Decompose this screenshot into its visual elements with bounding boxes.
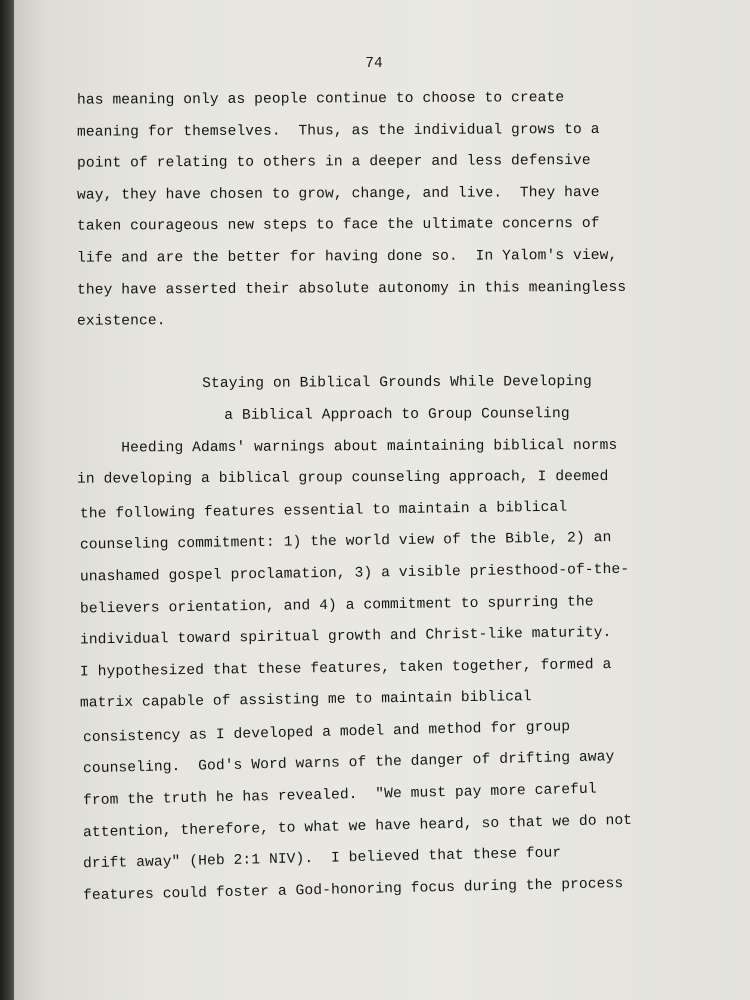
book-spine-shadow: [0, 0, 14, 1000]
text-line: from the truth he has revealed. "We must pay more careful: [82, 781, 597, 810]
text-line: I hypothesized that these features, taken together, formed a: [79, 656, 612, 681]
text-line: in developing a biblical group counseling approach, I deemed: [76, 469, 609, 488]
text-line: matrix capable of assisting me to maintain biblical: [79, 689, 532, 712]
document-page: [14, 0, 750, 1000]
text-line: meaning for themselves. Thus, as the individual grows to a: [76, 121, 600, 141]
text-line: unashamed gospel proclamation, 3) a visible priesthood-of-the-: [79, 561, 630, 586]
blank-line: [77, 337, 717, 369]
text-line: features could foster a God-honoring focus during the process: [82, 875, 624, 905]
text-line: they have asserted their absolute autonomy in this meaningless: [76, 279, 627, 299]
text-line: taken courageous new steps to face the ultimate concerns of: [76, 216, 600, 236]
text-line: Heeding Adams' warnings about maintaining biblical norms: [76, 437, 618, 457]
text-line: counseling. God's Word warns of the danger of drifting away: [82, 749, 615, 778]
body-text: [77, 84, 717, 905]
page-number: 74: [365, 56, 383, 72]
text-line: attention, therefore, to what we have heard, so that we do not: [82, 812, 633, 841]
text-line: life and are the better for having done so. In Yalom's view,: [76, 247, 618, 267]
text-line: consistency as I developed a model and method for group: [82, 719, 571, 747]
text-line: drift away" (Heb 2:1 NIV). I believed that these four: [82, 845, 562, 873]
text-line: counseling commitment: 1) the world view of the Bible, 2) an: [79, 530, 612, 554]
text-line: existence.: [76, 313, 166, 330]
text-line: has meaning only as people continue to choose to create: [76, 90, 565, 109]
text-line: the following features essential to maintain a biblical: [79, 499, 568, 523]
section-heading-line-1: Staying on Biblical Grounds While Developing: [202, 374, 592, 393]
section-heading-line-2: a Biblical Approach to Group Counseling: [224, 406, 570, 424]
text-line: believers orientation, and 4) a commitment to spurring the: [79, 593, 594, 617]
text-line: individual toward spiritual growth and Christ-like maturity.: [79, 625, 612, 649]
text-line: way, they have chosen to grow, change, and live. They have: [76, 184, 600, 204]
text-line: point of relating to others in a deeper and less defensive: [76, 153, 591, 172]
